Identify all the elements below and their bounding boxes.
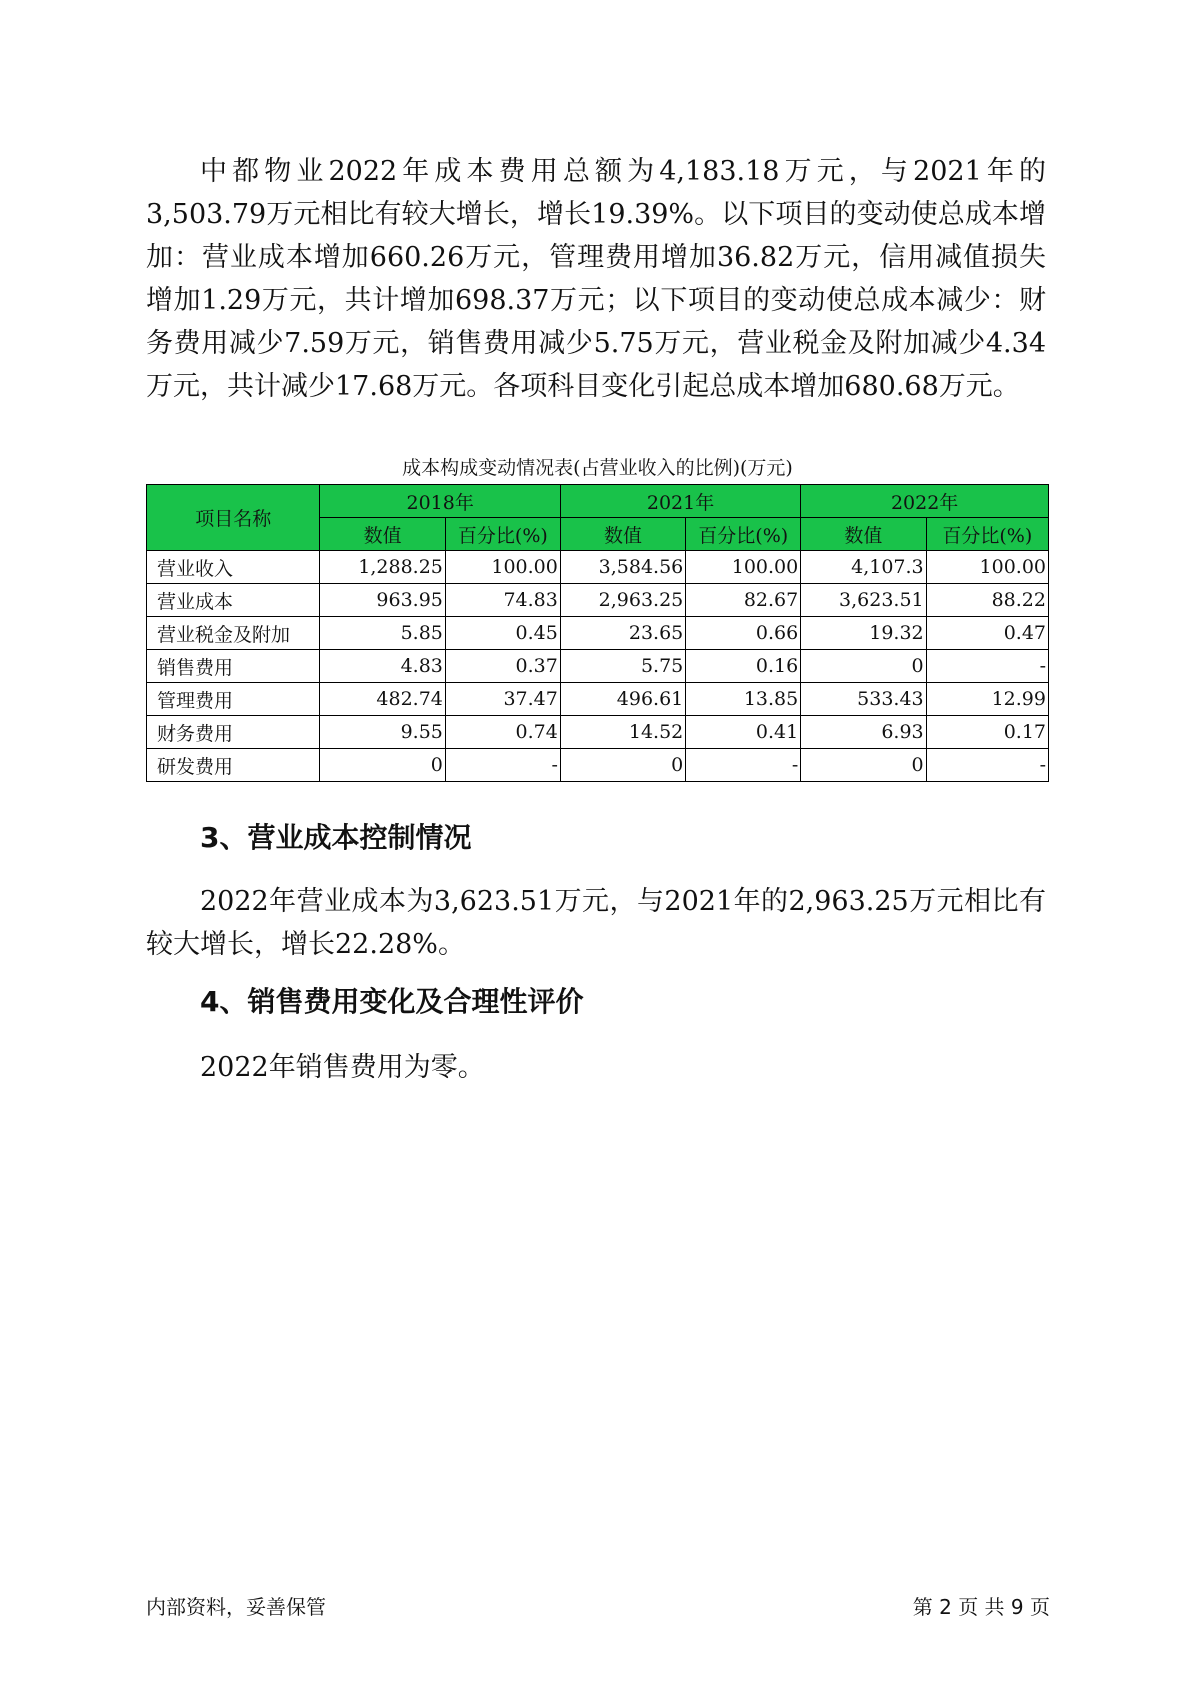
value-cell: 23.65 bbox=[560, 617, 685, 650]
percent-cell: 0.37 bbox=[445, 650, 560, 683]
percent-cell: - bbox=[926, 650, 1048, 683]
percent-cell: 0.74 bbox=[445, 716, 560, 749]
percent-cell: 37.47 bbox=[445, 683, 560, 716]
table-row bbox=[147, 617, 1049, 650]
percent-cell: 0.17 bbox=[926, 716, 1048, 749]
table-row bbox=[147, 650, 1049, 683]
value-cell: 0 bbox=[560, 749, 685, 782]
value-cell: 4,107.3 bbox=[801, 551, 926, 584]
value-cell: 0 bbox=[320, 749, 445, 782]
value-header: 数值 bbox=[801, 518, 926, 551]
value-cell: 6.93 bbox=[801, 716, 926, 749]
value-cell: 0 bbox=[801, 650, 926, 683]
percent-cell: 74.83 bbox=[445, 584, 560, 617]
value-cell: 4.83 bbox=[320, 650, 445, 683]
table-row bbox=[147, 749, 1049, 782]
value-cell: 1,288.25 bbox=[320, 551, 445, 584]
table-row bbox=[147, 683, 1049, 716]
row-label: 销售费用 bbox=[147, 650, 320, 683]
cost-structure-table bbox=[146, 484, 1049, 782]
percent-cell: - bbox=[926, 749, 1048, 782]
value-cell: 3,623.51 bbox=[801, 584, 926, 617]
row-label: 管理费用 bbox=[147, 683, 320, 716]
percent-header: 百分比(%) bbox=[445, 518, 560, 551]
percent-cell: - bbox=[686, 749, 801, 782]
value-cell: 2,963.25 bbox=[560, 584, 685, 617]
percent-cell: 0.66 bbox=[686, 617, 801, 650]
percent-cell: 82.67 bbox=[686, 584, 801, 617]
value-cell: 9.55 bbox=[320, 716, 445, 749]
section-3-paragraph: 2022年营业成本为3,623.51万元，与2021年的2,963.25万元相比有较大增长，增长22.28%。 bbox=[146, 886, 1046, 960]
percent-cell: 0.41 bbox=[686, 716, 801, 749]
percent-cell: 13.85 bbox=[686, 683, 801, 716]
year-header: 2022年 bbox=[801, 485, 1049, 518]
row-label: 营业收入 bbox=[147, 551, 320, 584]
value-cell: 5.85 bbox=[320, 617, 445, 650]
percent-cell: 12.99 bbox=[926, 683, 1048, 716]
section-4-paragraph: 2022年销售费用为零。 bbox=[200, 1052, 485, 1083]
row-label: 营业成本 bbox=[147, 584, 320, 617]
percent-cell: - bbox=[445, 749, 560, 782]
value-cell: 14.52 bbox=[560, 716, 685, 749]
value-cell: 496.61 bbox=[560, 683, 685, 716]
value-cell: 0 bbox=[801, 749, 926, 782]
percent-header: 百分比(%) bbox=[686, 518, 801, 551]
percent-header: 百分比(%) bbox=[926, 518, 1048, 551]
year-header: 2018年 bbox=[320, 485, 560, 518]
page-number: 第 2 页 共 9 页 bbox=[912, 1595, 1050, 1619]
row-label: 研发费用 bbox=[147, 749, 320, 782]
confidential-note: 内部资料，妥善保管 bbox=[146, 1595, 326, 1619]
percent-cell: 100.00 bbox=[445, 551, 560, 584]
value-cell: 482.74 bbox=[320, 683, 445, 716]
value-cell: 5.75 bbox=[560, 650, 685, 683]
intro-paragraph: 中都物业2022年成本费用总额为4,183.18万元，与2021年的3,503.79万元相比有较大增长，增长19.39%。以下项目的变动使总成本增加：营业成本增加660.26万元，管理费用增加36.82万元，信用减值损失增加1.29万元，共计增加698.37万元；以下项目的变动使总成本减少：财务费用减少7.59万元，销售费用减少5.75万元，营业税金及附加减少4.34万元，共计减少17.68万元。各项科目变化引起总成本增加680.68万元。 bbox=[146, 156, 1046, 402]
section-3-heading: 3、营业成本控制情况 bbox=[200, 821, 472, 854]
row-label: 财务费用 bbox=[147, 716, 320, 749]
item-name-header: 项目名称 bbox=[147, 485, 320, 551]
percent-cell: 0.47 bbox=[926, 617, 1048, 650]
percent-cell: 100.00 bbox=[926, 551, 1048, 584]
value-header: 数值 bbox=[560, 518, 685, 551]
year-header: 2021年 bbox=[560, 485, 800, 518]
table-row bbox=[147, 584, 1049, 617]
section-4-heading: 4、销售费用变化及合理性评价 bbox=[200, 985, 584, 1018]
row-label: 营业税金及附加 bbox=[147, 617, 320, 650]
table-caption: 成本构成变动情况表(占营业收入的比例)(万元) bbox=[402, 457, 793, 479]
percent-cell: 0.16 bbox=[686, 650, 801, 683]
value-cell: 3,584.56 bbox=[560, 551, 685, 584]
table-row bbox=[147, 551, 1049, 584]
percent-cell: 88.22 bbox=[926, 584, 1048, 617]
value-cell: 963.95 bbox=[320, 584, 445, 617]
value-header: 数值 bbox=[320, 518, 445, 551]
percent-cell: 100.00 bbox=[686, 551, 801, 584]
value-cell: 533.43 bbox=[801, 683, 926, 716]
table-row bbox=[147, 716, 1049, 749]
percent-cell: 0.45 bbox=[445, 617, 560, 650]
value-cell: 19.32 bbox=[801, 617, 926, 650]
